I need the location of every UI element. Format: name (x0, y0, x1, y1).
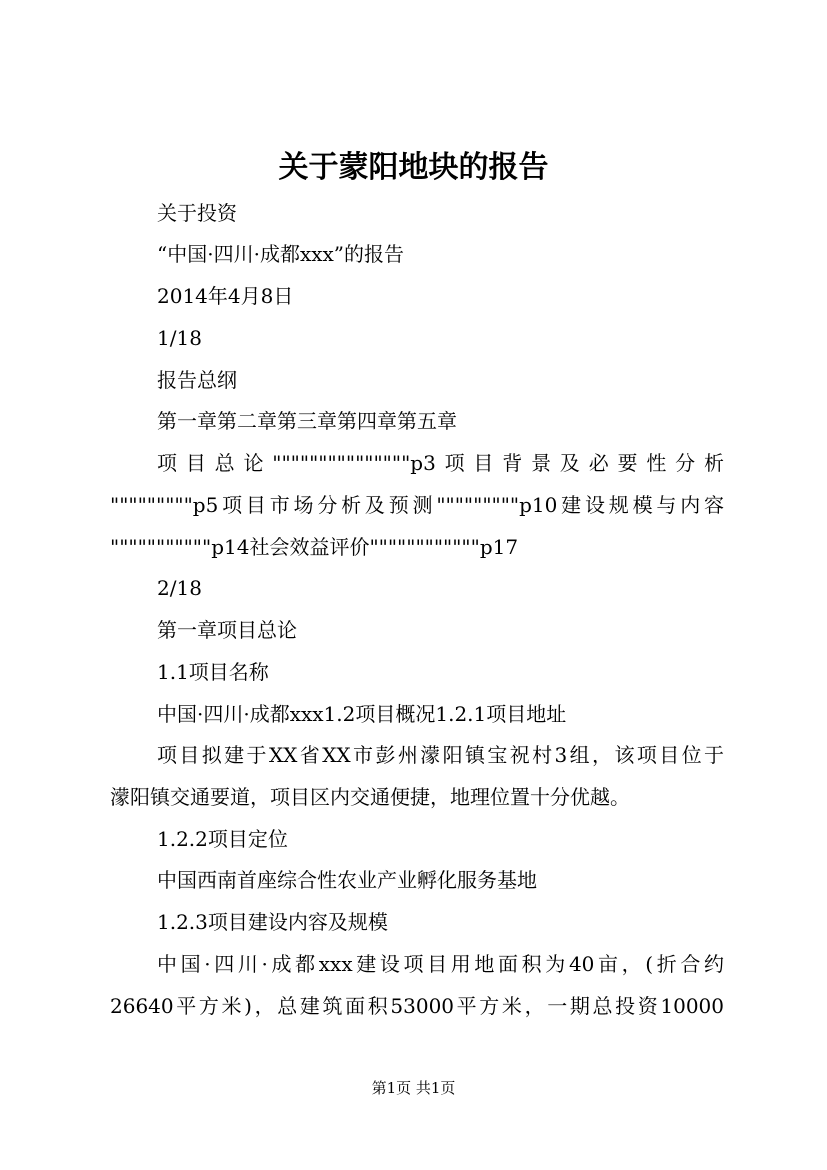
text-line: 中国·四川·成都xxx1.2项目概况1.2.1项目地址 (157, 702, 567, 726)
paragraph-line: 中国·四川·成都xxx建设项目用地面积为40亩，(折合约 (157, 952, 724, 976)
section-heading: 1.1项目名称 (157, 660, 269, 684)
page-marker: 2/18 (157, 576, 202, 600)
chapter-heading: 第一章项目总论 (157, 618, 297, 642)
toc-line: """""""""""p14社会效益评价""""""""""""p17 (110, 535, 519, 559)
section-heading: 1.2.2项目定位 (157, 827, 288, 851)
section-heading: 报告总纲 (157, 368, 237, 392)
text-line: 关于投资 (157, 201, 237, 225)
paragraph-line: 26640平方米)，总建筑面积53000平方米，一期总投资10000 (110, 994, 724, 1018)
toc-line: 项目总论"""""""""""""""p3项目背景及必要性分析 (157, 451, 724, 475)
document-title: 关于蒙阳地块的报告 (278, 150, 549, 185)
page-marker: 1/18 (157, 326, 202, 350)
text-line: 2014年4月8日 (157, 284, 294, 308)
section-heading: 1.2.3项目建设内容及规模 (157, 910, 388, 934)
paragraph-line: 濛阳镇交通要道，项目区内交通便捷，地理位置十分优越。 (110, 785, 630, 809)
toc-line: """""""""p5项目市场分析及预测"""""""""p10建设规模与内容 (110, 493, 724, 517)
text-line: 中国西南首座综合性农业产业孵化服务基地 (157, 868, 537, 892)
text-line: “中国·四川·成都xxx”的报告 (157, 242, 405, 266)
paragraph-line: 项目拟建于XX省XX市彭州濛阳镇宝祝村3组，该项目位于 (157, 743, 724, 767)
page-footer: 第1页 共1页 (371, 1079, 456, 1097)
chapter-list: 第一章第二章第三章第四章第五章 (157, 409, 457, 433)
